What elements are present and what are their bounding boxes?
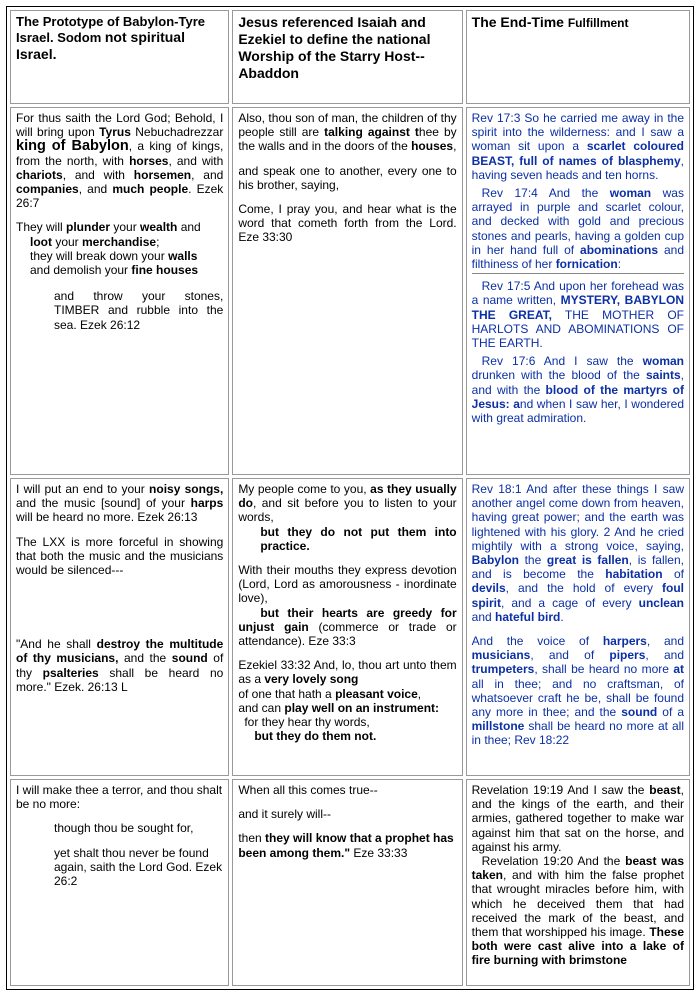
para-rev-17-5: Rev 17:5 And upon her forehead was a name written, MYSTERY, BABYLON THE GREAT, THE MOTHER OF HARLOTS AND ABOMINATIONS OF THE EARTH.	[471, 279, 684, 351]
para-come-i-pray: Come, I pray you, and hear what is the word that cometh forth from the Lord. Eze 33:30	[238, 202, 457, 245]
para-ezek-33-32: Ezekiel 33:32 And, lo, thou art unto them as a very lovely song	[238, 658, 457, 687]
cell-ezekiel-33-33	[232, 779, 462, 986]
para-rev-19-19: Revelation 19:19 And I saw the beast, and the kings of the earth, and their armies, gathered together to make war against him that sat on the horse, and against his army.	[471, 783, 684, 854]
para-when-all-true: When all this comes true--	[238, 783, 378, 797]
para-rev-19-20: Revelation 19:20 And the beast was taken, and with him the false prophet that wrought miracles before him, with which he deceived them that had received the mark of the beast, and them that worshipped his image. These both were cast alive into a lake of fire burning with brimstone	[471, 854, 684, 968]
para-rev-17-6: Rev 17:6 And I saw the woman drunken with the blood of the saints, and with the blood of the martyrs of Jesus: and when I saw her, I wondered with great admiration.	[471, 354, 685, 426]
cell-ezekiel-26-21	[10, 779, 229, 986]
para-never-found: yet shalt thou never be found again, saith the Lord God. Ezek 26:2	[54, 845, 223, 889]
cell-ezekiel-26-13	[10, 478, 229, 776]
para-rev-17-4: Rev 17:4 And the woman was arrayed in purple and scarlet colour, and decked with gold and precious stones and pearls, having a golden cup in her hand full of abominations and filthiness of her fornication:	[471, 186, 684, 272]
para-hearts-greedy: but their hearts are greedy for unjust gain (commerce or trade or attendance). Eze 33:3	[238, 605, 457, 649]
line-hear-words: for they hear thy words,	[244, 715, 370, 730]
header-prototype	[10, 10, 229, 104]
row-terror	[10, 779, 690, 986]
para-lxx: The LXX is more forceful in showing that both the music and the musicians would be silenced---	[16, 534, 224, 578]
cell-ezekiel-33-30	[232, 107, 462, 475]
header-prototype-text: The Prototype of Babylon-Tyre Israel. Sodom	[16, 14, 205, 45]
line-play-instrument: and can play well on an instrument:	[238, 700, 440, 715]
para-destroy-musicians: "And he shall destroy the multitude of thy musicians, and the sound of thy psalteries shall be heard no more." Ezek. 26:13 L	[16, 637, 224, 694]
para-talking-against: Also, thou son of man, the children of thy people still are talking against thee by the walls and in the doors of the houses,	[238, 111, 457, 154]
para-mouths-devotion: With their mouths they express devotion (Lord, Lord as amorousness - inordinate love),	[238, 563, 457, 606]
para-ezek-26-12: They will plunder your wealth and loot your merchandise; they will break down your walls and demolish your fine houses	[16, 220, 201, 278]
header-jesus-referenced: Jesus referenced Isaiah and Ezekiel to define the national Worship of the Starry Host--Abaddon	[232, 10, 462, 104]
header-prototype-emphasis: not spiritual Israel.	[16, 29, 185, 62]
para-ezek-26-7: For thus saith the Lord God; Behold, I will bring upon Tyrus Nebuchadrezzar king of Babylon, a king of kings, from the north, with horses, and with chariots, and with horsemen, and companies, and much people. Ezek 26:7	[16, 111, 224, 211]
para-speak-one-to-another: and speak one to another, every one to his brother, saying,	[238, 163, 457, 192]
line-pleasant-voice: of one that hath a pleasant voice,	[238, 686, 422, 701]
cell-revelation-19	[466, 779, 690, 986]
para-know-a-prophet: then they will know that a prophet has been among them." Eze 33:33	[238, 831, 454, 860]
para-rev-18-22: And the voice of harpers, and musicians, and of pipers, and trumpeters, shall be heard no more at all in thee; and no craftsman, of whatsoever craft he be, shall be found any more in thee; and the sound of a millstone shall be heard no more at all in thee; Rev 18:22	[471, 634, 684, 748]
row-babylon	[10, 107, 690, 475]
cell-revelation-18	[466, 478, 690, 776]
row-music	[10, 478, 690, 776]
header-end-time	[466, 10, 690, 104]
line-do-them-not: but they do them not.	[254, 729, 377, 744]
para-noisy-songs: I will put an end to your noisy songs, and the music [sound] of your harps will be heard no more. Ezek 26:13	[16, 482, 224, 525]
para-rev-17-3: Rev 17:3 So he carried me away in the spirit into the wilderness: and I saw a woman sit upon a scarlet coloured BEAST, full of names of blasphemy, having seven heads and ten horns.	[471, 111, 684, 182]
para-throw-stones: and throw your stones, TIMBER and rubble into the sea. Ezek 26:12	[54, 289, 224, 332]
cell-ezekiel-26	[10, 107, 229, 475]
header-row	[10, 10, 690, 104]
comparison-table	[7, 7, 693, 989]
para-sought-for: though thou be sought for,	[54, 821, 194, 836]
header-fulfillment: Fulfillment	[567, 16, 629, 30]
para-rev-18-1: Rev 18:1 And after these things I saw another angel come down from heaven, having great power; and the earth was lightened with his glory. 2 And he cried mightily with a strong voice, saying, Babylon the great is fallen, is fallen, and is become the habitation of devils, and the hold of every foul spirit, and a cage of every unclean and hateful bird.	[471, 482, 684, 624]
cell-ezekiel-33-31	[232, 478, 462, 776]
para-make-thee-terror: I will make thee a terror, and thou shalt be no more:	[16, 783, 223, 812]
para-my-people-come: My people come to you, as they usually do, and sit before you to listen to your words,	[238, 482, 457, 525]
header-end-time-text: The End-Time	[471, 14, 568, 30]
para-surely-will: and it surely will--	[238, 807, 332, 822]
para-do-not-practice: but they do not put them into practice.	[260, 524, 457, 553]
document-page	[6, 6, 694, 990]
divider	[472, 273, 684, 274]
cell-revelation-17	[466, 107, 690, 475]
